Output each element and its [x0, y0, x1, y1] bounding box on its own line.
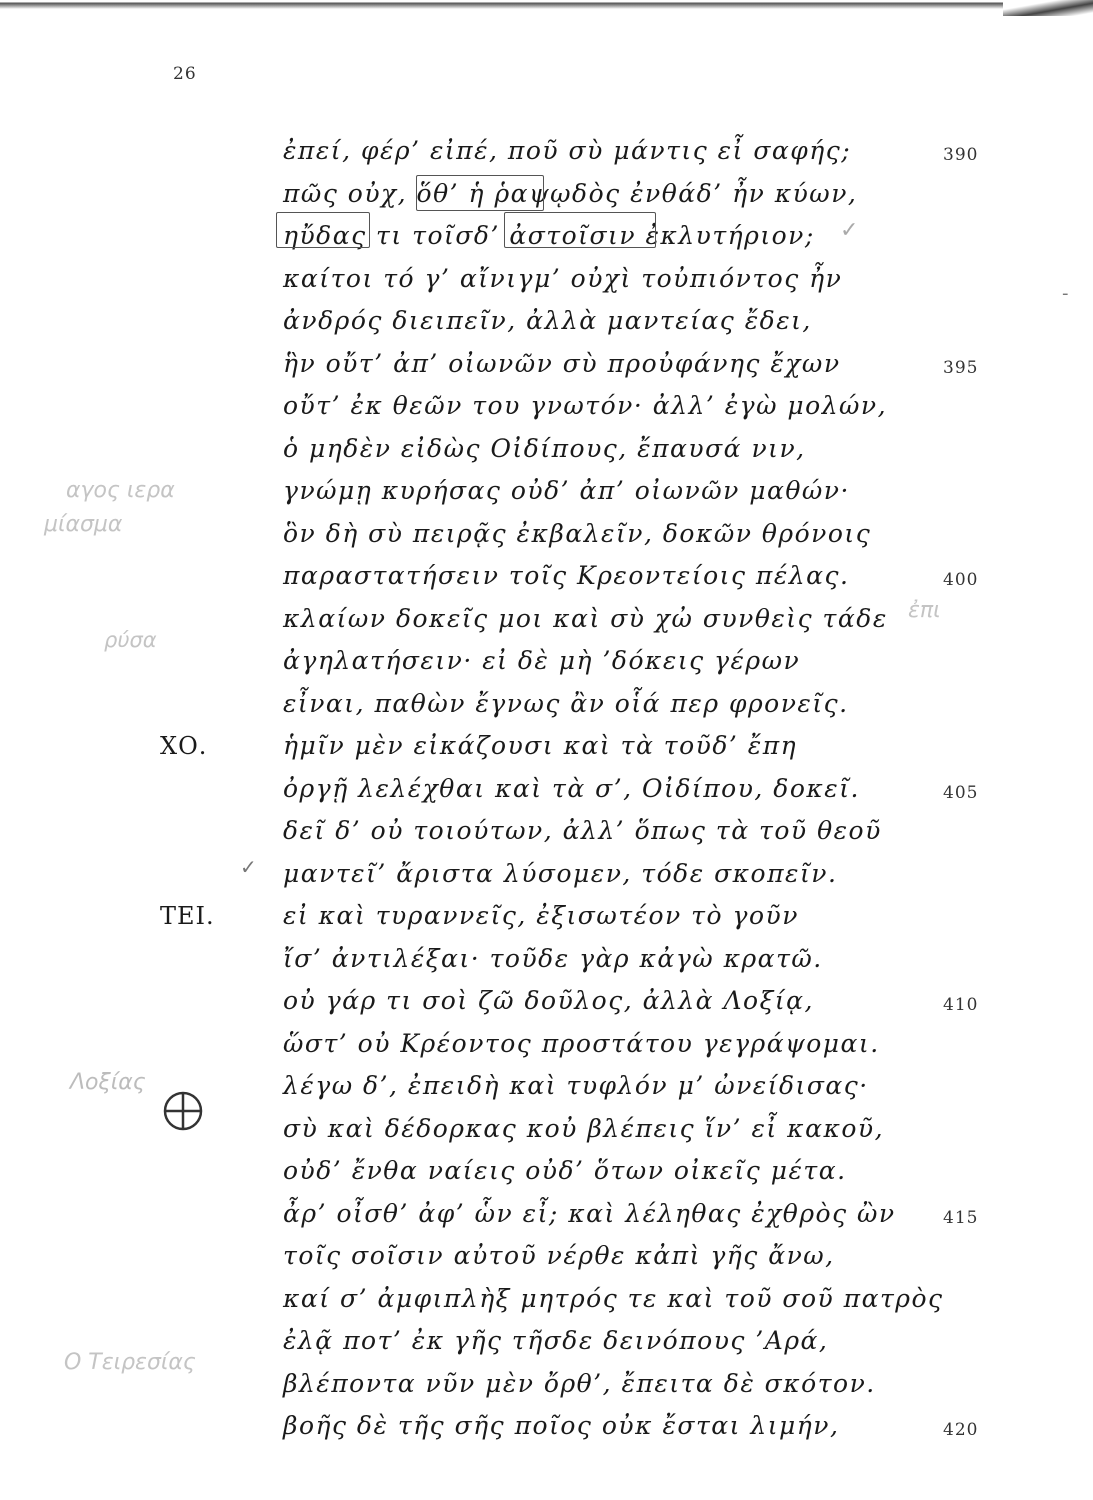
- verse-text: ἣν οὔτ’ ἀπ’ οἰωνῶν σὺ προὐφάνης ἔχων: [283, 348, 841, 378]
- verse-line: [0, 938, 1093, 981]
- verse-text: κλαίων δοκεῖς μοι καὶ σὺ χὠ συνθεὶς τάδε: [283, 603, 888, 633]
- verse-text: ηὔδας τι τοῖσδ’ ἀστοῖσιν ἐκλυτήριον;: [283, 221, 815, 250]
- verse-text: ὀργῇ λελέχθαι καὶ τὰ σ’, Οἰδίπου, δοκεῖ.: [283, 773, 860, 803]
- top-edge-shadow: [1003, 0, 1093, 16]
- verse-line: [0, 1278, 1093, 1321]
- verse-line: [0, 300, 1093, 343]
- check-mark-icon: ✓: [240, 855, 257, 879]
- verse-line: [0, 385, 1093, 428]
- verse-text: ἀνδρός διειπεῖν, ἀλλὰ μαντείας ἔδει,: [283, 306, 812, 335]
- verse-text: βοῆς δὲ τῆς σῆς ποῖος οὐκ ἔσται λιμήν,: [283, 1411, 840, 1440]
- margin-note-miasma: μίασμα: [44, 512, 123, 537]
- margin-note-loxias: Λοξίας: [70, 1070, 146, 1095]
- verse-text: ἆρ’ οἶσθ’ ἀφ’ ὧν εἶ; καὶ λέληθας ἐχθρὸς ὢν: [283, 1198, 896, 1228]
- margin-note-epi: ἐπι: [908, 598, 941, 623]
- verse-text: δεῖ δ’ οὐ τοιούτων, ἀλλ’ ὅπως τὰ τοῦ θεοῦ: [283, 816, 882, 845]
- verse-line: [0, 1405, 1093, 1448]
- verse-line: [0, 173, 1093, 216]
- verse-line: [0, 555, 1093, 598]
- verse-line: [0, 768, 1093, 811]
- verse-text: ἡμῖν μὲν εἰκάζουσι καὶ τὰ τοῦδ’ ἔπη: [283, 731, 798, 760]
- verse-line: [0, 810, 1093, 853]
- verse-line: [0, 853, 1093, 896]
- verse-text: τοῖς σοῖσιν αὐτοῦ νέρθε κἀπὶ γῆς ἄνω,: [283, 1241, 835, 1270]
- annotation-box-ēudas: [276, 212, 370, 248]
- circled-cross-icon: [160, 1088, 206, 1134]
- verse-text: βλέποντα νῦν μὲν ὄρθ’, ἔπειτα δὲ σκότον.: [283, 1368, 876, 1398]
- verse-text: ἐλᾷ ποτ’ ἐκ γῆς τῆσδε δεινόπους ’Αρά,: [283, 1326, 829, 1355]
- verse-text: εἶναι, παθὼν ἔγνως ἂν οἷά περ φρονεῖς.: [283, 688, 849, 718]
- dash-mark-icon: -: [1062, 283, 1069, 304]
- verse-text: λέγω δ’, ἐπειδὴ καὶ τυφλόν μ’ ὠνείδισας·: [283, 1071, 869, 1100]
- verse-text: ἀγηλατήσειν· εἰ δὲ μὴ ’δόκεις γέρων: [283, 646, 801, 675]
- verse-text: καί σ’ ἀμφιπλὴξ μητρός τε καὶ τοῦ σοῦ πατρὸς: [283, 1283, 944, 1313]
- page-number: 26: [173, 64, 197, 84]
- verse-line: [0, 258, 1093, 301]
- verse-line: [0, 980, 1093, 1023]
- verse-block: [0, 130, 1093, 1448]
- verse-line: [0, 1150, 1093, 1193]
- verse-text: οὐδ’ ἔνθα ναίεις οὐδ’ ὅτων οἰκεῖς μέτα.: [283, 1156, 847, 1185]
- verse-text: ὃν δὴ σὺ πειρᾷς ἐκβαλεῖν, δοκῶν θρόνοις: [283, 518, 872, 548]
- verse-text: εἰ καὶ τυραννεῖς, ἐξισωτέον τὸ γοῦν: [283, 901, 799, 930]
- verse-text: καίτοι τό γ’ αἴνιγμ’ οὐχὶ τοὐπιόντος ἦν: [283, 263, 843, 293]
- margin-note-agos: αγος ιερα: [66, 478, 175, 503]
- verse-text: γνώμῃ κυρήσας οὐδ’ ἀπ’ οἰωνῶν μαθών·: [283, 476, 850, 505]
- verse-line: [0, 343, 1093, 386]
- top-edge-rule: [0, 0, 1093, 12]
- verse-text: οὔτ’ ἐκ θεῶν του γνωτόν· ἀλλ’ ἐγὼ μολών,: [283, 391, 888, 420]
- verse-line: [0, 1193, 1093, 1236]
- speaker-label: ΧΟ.: [160, 732, 208, 760]
- line-number: 415: [943, 1207, 979, 1228]
- line-number: 390: [943, 145, 979, 165]
- verse-line: [0, 513, 1093, 556]
- verse-text: ὁ μηδὲν εἰδὼς Οἰδίπους, ἔπαυσά νιν,: [283, 433, 806, 463]
- verse-text: σὺ καὶ δέδορκας κοὐ βλέπεις ἵν’ εἶ κακοῦ,: [283, 1113, 885, 1143]
- verse-text: ὥστ’ οὐ Κρέοντος προστάτου γεγράψομαι.: [283, 1028, 880, 1058]
- line-number: 405: [943, 782, 979, 803]
- check-mark-icon: ✓: [840, 218, 859, 243]
- verse-text: μαντεῖ’ ἄριστα λύσομεν, τόδε σκοπεῖν.: [283, 858, 838, 888]
- annotation-box-astoisin: [504, 212, 656, 248]
- speaker-label: ΤΕΙ.: [160, 902, 215, 930]
- verse-text: οὐ γάρ τι σοὶ ζῶ δοῦλος, ἀλλὰ Λοξίᾳ,: [283, 986, 814, 1015]
- line-number: 395: [943, 357, 979, 378]
- line-number: 400: [943, 570, 979, 590]
- verse-line: [0, 1235, 1093, 1278]
- verse-line: [0, 895, 1093, 938]
- margin-note-rusa: ρύσα: [104, 628, 157, 652]
- annotation-box-rhapsode: [416, 175, 544, 211]
- verse-text: πῶς οὐχ, ὅθ’ ἡ ῥαψῳδὸς ἐνθάδ’ ἦν κύων,: [283, 178, 858, 208]
- verse-line: [0, 130, 1093, 173]
- line-number: 420: [943, 1420, 979, 1440]
- verse-line: [0, 725, 1093, 768]
- verse-text: ἴσ’ ἀντιλέξαι· τοῦδε γὰρ κἀγὼ κρατῶ.: [283, 943, 823, 973]
- verse-line: [0, 1023, 1093, 1066]
- verse-text: ἐπεί, φέρ’ εἰπέ, ποῦ σὺ μάντις εἶ σαφής;: [283, 136, 852, 165]
- verse-line: [0, 428, 1093, 471]
- line-number: 410: [943, 995, 979, 1015]
- verse-line: [0, 640, 1093, 683]
- verse-text: παραστατήσειν τοῖς Κρεοντείοις πέλας.: [283, 561, 850, 590]
- margin-note-teiresias: Ο Τειρεσίας: [64, 1350, 196, 1375]
- verse-line: [0, 683, 1093, 726]
